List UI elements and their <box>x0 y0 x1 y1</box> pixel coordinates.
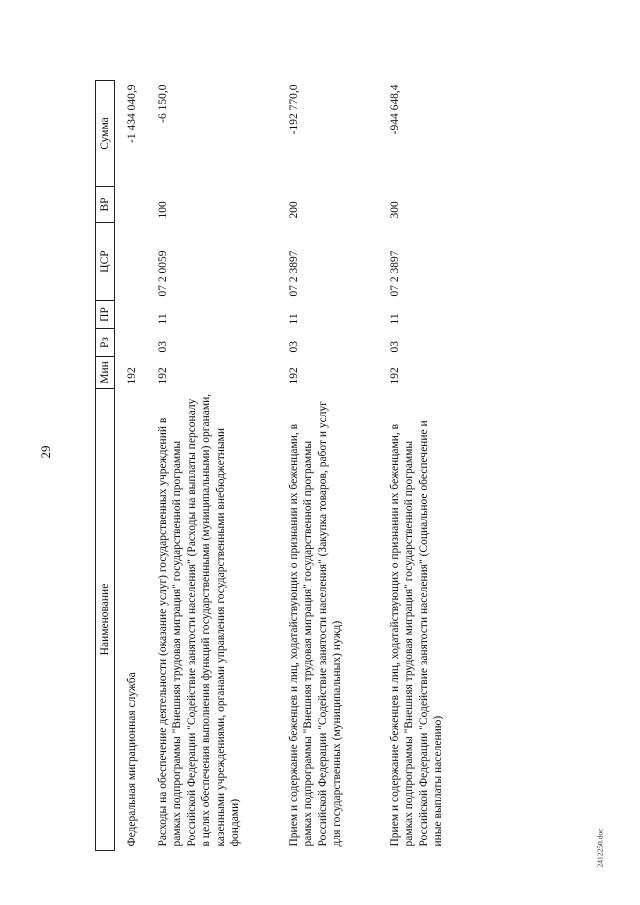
cell-sum: -944 648,4 <box>389 84 401 135</box>
page-number: 29 <box>38 445 53 459</box>
cell-sum: -6 150,0 <box>157 84 169 123</box>
cell-vr: 200 <box>288 201 300 219</box>
budget-table <box>95 80 474 851</box>
cell-vr <box>115 187 154 223</box>
header-rz: Рз <box>96 329 115 357</box>
table-row <box>115 81 154 851</box>
header-vr: ВР <box>96 187 115 223</box>
cell-rz: 03 <box>389 341 401 353</box>
cell-pr: 11 <box>157 313 169 325</box>
cell-name: Расходы на обеспечение деятельности (оказание услуг) государственных учреждений в рамках подпрограммы "Внешняя трудовая миграция" государственной программы Российской Федерации "Содействие занятости населения" (Расходы на выплаты персоналу в целях обеспечения выполнения функций государственными (муниципальными) органами, казенными учреждениями, органами управления государственными внебюджетными фондами) <box>157 393 241 847</box>
cell-pr: 11 <box>288 313 300 325</box>
cell-csr <box>115 223 154 301</box>
cell-rz: 03 <box>157 341 169 353</box>
cell-min: 192 <box>389 367 401 385</box>
cell-min: 192 <box>126 367 138 385</box>
table-header-row <box>96 81 115 851</box>
cell-name: Прием и содержание беженцев и лиц, ходатайствующих о признании их беженцами, в рамках подпрограммы "Внешняя трудовая миграция" государственной программы Российской Федерации "Содействие занятости населения" (Закупка товаров, работ и услуг для государственных (муниципальных) нужд) <box>288 401 344 847</box>
cell-rz <box>115 329 154 357</box>
cell-sum: -192 770,0 <box>288 84 300 135</box>
cell-pr <box>115 301 154 329</box>
cell-vr: 100 <box>157 201 169 219</box>
header-pr: ПР <box>96 301 115 329</box>
cell-rz: 03 <box>288 341 300 353</box>
cell-csr: 07 2 3897 <box>389 250 401 297</box>
cell-min: 192 <box>157 367 169 385</box>
cell-name: Федеральная миграционная служба <box>126 672 138 847</box>
header-csr: ЦСР <box>96 223 115 301</box>
table-row <box>153 81 284 851</box>
header-sum: Сумма <box>96 81 115 187</box>
cell-sum: -1 434 040,9 <box>126 84 138 143</box>
cell-min: 192 <box>288 367 300 385</box>
header-name: Наименование <box>96 389 115 851</box>
cell-csr: 07 2 0059 <box>157 250 169 297</box>
header-min: Мин <box>96 357 115 389</box>
cell-name: Прием и содержание беженцев и лиц, ходатайствующих о признании их беженцами, в рамках подпрограммы "Внешняя трудовая миграция" государственной программы Российской Федерации "Содействие занятости населения" (Социальное обеспечение и иные выплаты населению) <box>389 420 445 847</box>
cell-csr: 07 2 3897 <box>288 250 300 297</box>
cell-pr: 11 <box>389 313 401 325</box>
budget-table-container <box>95 81 499 851</box>
cell-vr: 300 <box>389 201 401 219</box>
table-row <box>284 81 385 851</box>
footer-filename: 2412250.doc <box>595 828 605 868</box>
table-row <box>385 81 474 851</box>
